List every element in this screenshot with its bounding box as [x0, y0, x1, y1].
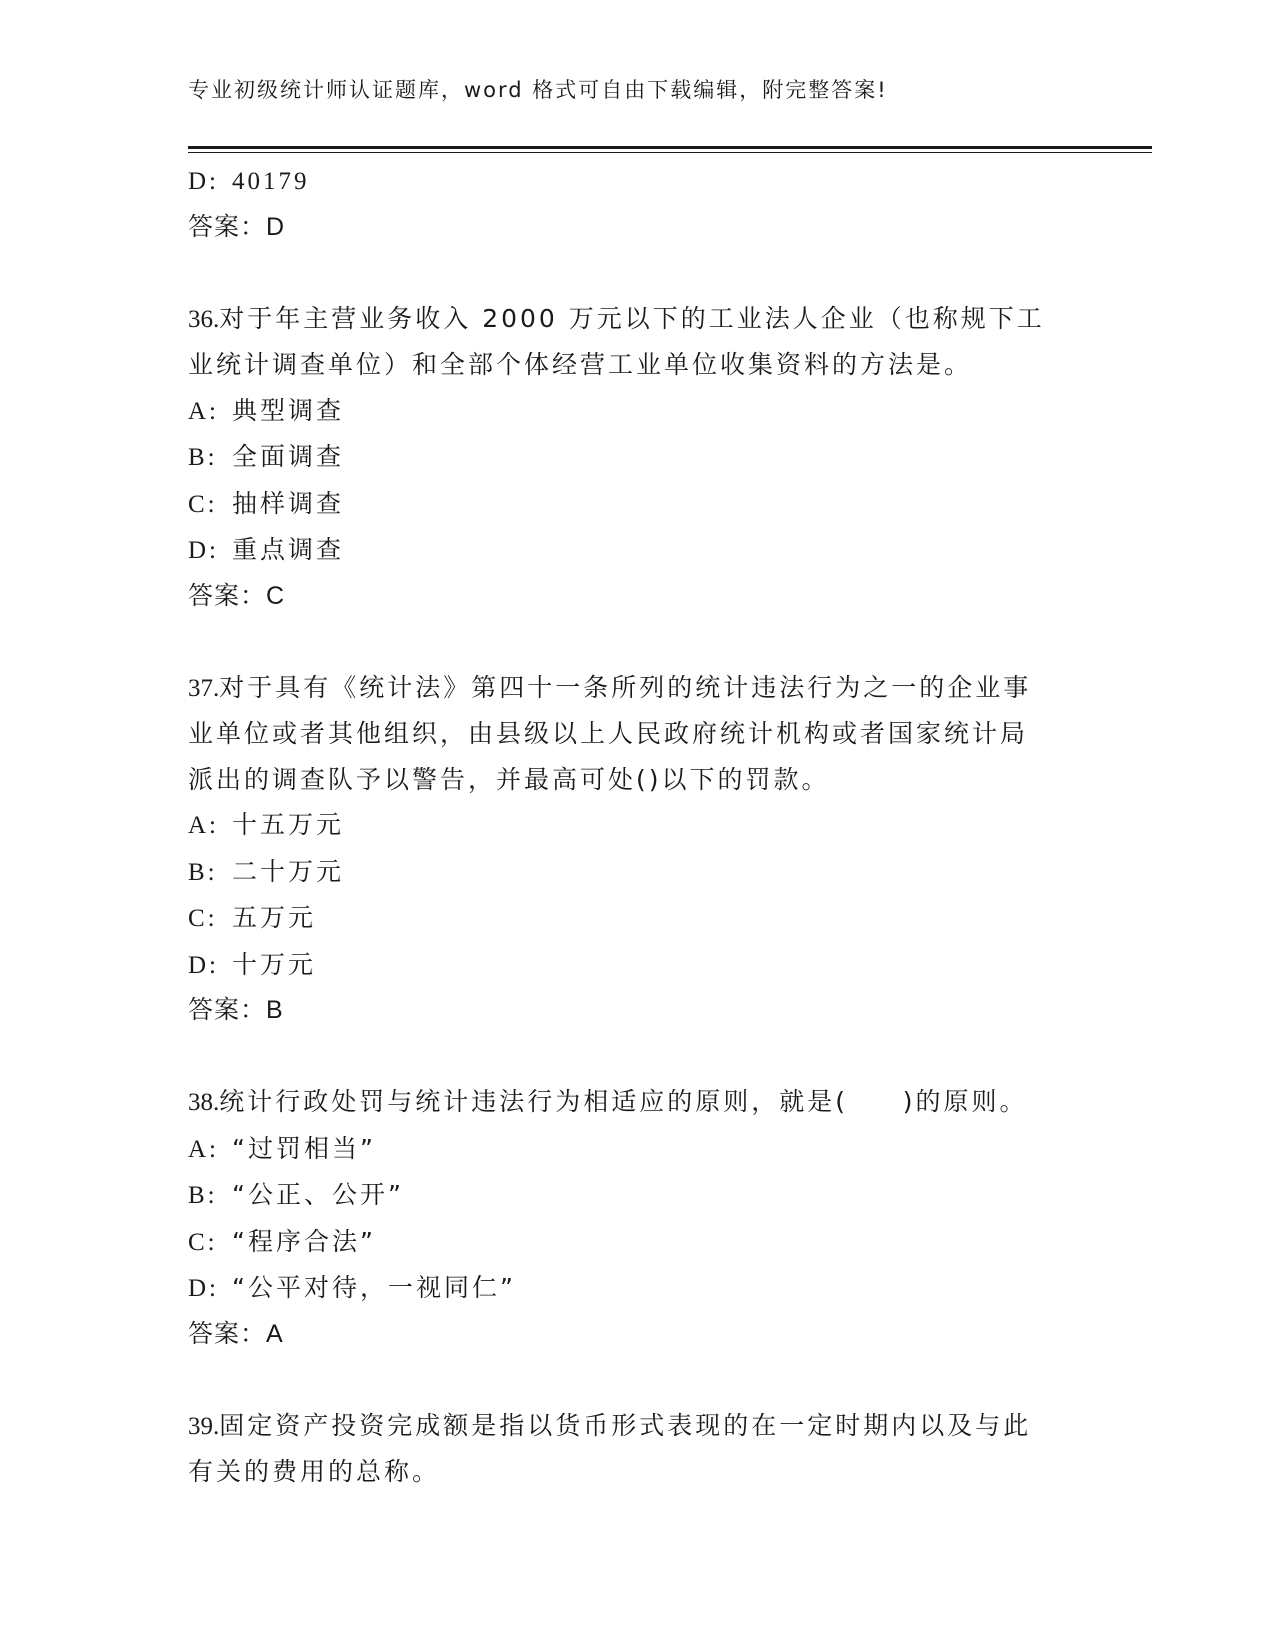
question-number: 38. [188, 1089, 220, 1116]
page-content [188, 158, 1088, 1495]
option-text: 40179 [232, 168, 310, 195]
option-letter: B: [188, 1182, 218, 1209]
question-stem-line: 业统计调查单位）和全部个体经营工业单位收集资料的方法是。 [188, 350, 973, 379]
question-stem-line [188, 1079, 1088, 1126]
question-number: 37. [188, 674, 220, 702]
question-text: 对于具有《统计法》第四十一条所列的统计违法行为之一的企业事 [219, 672, 1032, 702]
option-d [188, 527, 1088, 574]
option-d [188, 1265, 1088, 1312]
question-stem-line: 业单位或者其他组织，由县级以上人民政府统计机构或者国家统计局 [188, 719, 1029, 748]
option-a [188, 802, 1088, 849]
question-36 [188, 296, 1088, 620]
option-letter: B: [188, 858, 218, 886]
option-text: 重点调查 [232, 535, 345, 564]
option-letter: D: [188, 168, 219, 195]
option-letter: D: [188, 537, 219, 564]
option-a [188, 388, 1088, 435]
option-text: “公平对待，一视同仁” [232, 1273, 516, 1302]
option-text: “过罚相当” [232, 1133, 376, 1163]
question-stem-line [188, 1403, 1088, 1450]
option-text: 十万元 [232, 949, 317, 979]
option-letter: C: [188, 905, 218, 932]
option-text: 典型调查 [232, 395, 345, 425]
option-letter: B: [188, 444, 218, 471]
question-stem-line: 派出的调查队予以警告，并最高可处()以下的罚款。 [188, 764, 830, 794]
option-d [188, 942, 1088, 989]
option-text: “公正、公开” [232, 1180, 404, 1209]
header-rule [188, 146, 1152, 149]
page-header: 专业初级统计师认证题库，word 格式可自由下载编辑，附完整答案! [188, 78, 888, 102]
spacer [188, 619, 1088, 665]
option-letter: A: [188, 397, 219, 425]
prev-answer: 答案：D [188, 212, 286, 241]
answer: 答案：A [188, 1319, 284, 1348]
spacer [188, 1357, 1088, 1403]
option-text: “程序合法” [232, 1226, 376, 1256]
spacer [188, 1034, 1088, 1080]
option-text: 二十万元 [232, 856, 345, 886]
option-letter: D: [188, 1275, 219, 1302]
option-letter: C: [188, 490, 218, 518]
option-letter: D: [188, 951, 219, 979]
header-rule-thin [188, 152, 1152, 153]
option-b [188, 434, 1088, 481]
answer: 答案：C [188, 581, 286, 610]
option-a [188, 1126, 1088, 1173]
question-stem-line [188, 296, 1088, 343]
option-text: 抽样调查 [232, 488, 345, 518]
question-stem-line: 有关的费用的总称。 [188, 1457, 441, 1486]
option-c [188, 895, 1088, 942]
question-number: 39. [188, 1412, 220, 1440]
option-text: 十五万元 [232, 810, 345, 839]
option-letter: A: [188, 812, 219, 839]
question-stem-line [188, 665, 1088, 712]
option-b [188, 1172, 1088, 1219]
option-letter: A: [188, 1135, 219, 1163]
option-text: 五万元 [232, 903, 317, 932]
question-39 [188, 1403, 1088, 1495]
spacer [188, 250, 1088, 296]
question-38 [188, 1079, 1088, 1357]
option-c [188, 481, 1088, 528]
answer: 答案：B [188, 996, 284, 1024]
question-number: 36. [188, 305, 220, 333]
question-37 [188, 665, 1088, 1034]
question-text: 对于年主营业务收入 2000 万元以下的工业法人企业（也称规下工 [219, 303, 1045, 333]
question-text: 固定资产投资完成额是指以货币形式表现的在一定时期内以及与此 [219, 1410, 1032, 1440]
option-b [188, 849, 1088, 896]
option-letter: C: [188, 1228, 218, 1256]
option-c [188, 1219, 1088, 1266]
option-text: 全面调查 [232, 442, 345, 471]
prev-option-d [188, 158, 1088, 205]
question-text: 统计行政处罚与统计违法行为相适应的原则，就是( )的原则。 [219, 1087, 1028, 1116]
